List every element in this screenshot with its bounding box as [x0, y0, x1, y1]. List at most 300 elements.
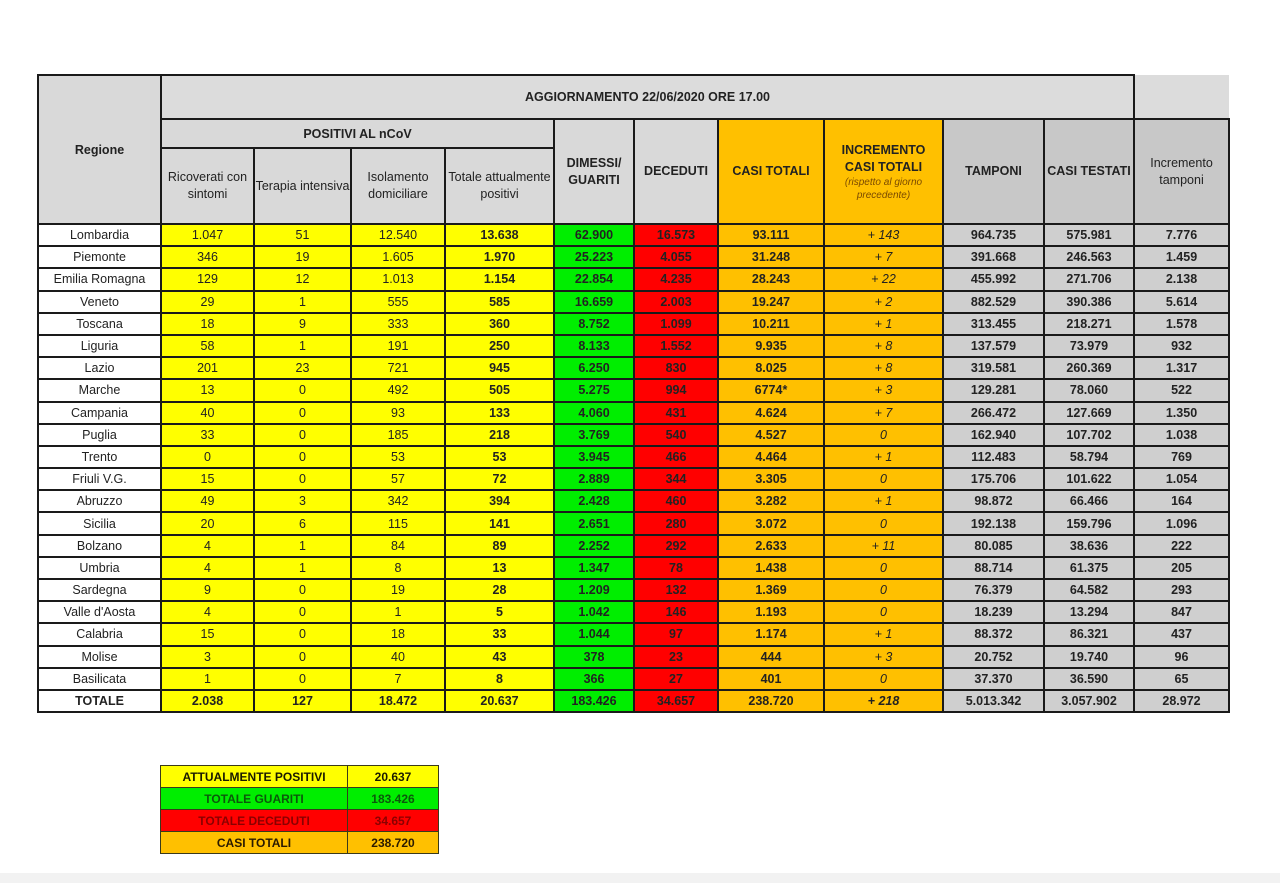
casi-totali-cell: 10.211	[718, 313, 824, 335]
incremento-tamponi-cell: 5.614	[1134, 291, 1229, 313]
summary-row-casi-totali	[161, 832, 439, 854]
totale-positivi-cell: 585	[445, 291, 554, 313]
casi-totali-cell: 3.072	[718, 512, 824, 534]
totale-positivi-cell: 133	[445, 402, 554, 424]
deceduti-cell: 4.235	[634, 268, 718, 290]
isolamento-cell: 19	[351, 579, 445, 601]
isolamento-cell: 721	[351, 357, 445, 379]
terapia-cell: 0	[254, 646, 351, 668]
casi-totali-cell: 3.305	[718, 468, 824, 490]
incremento-tamponi-cell: 769	[1134, 446, 1229, 468]
header-corner	[1134, 75, 1229, 119]
incremento-cell: + 1	[824, 446, 943, 468]
casi-testati-cell: 127.669	[1044, 402, 1134, 424]
casi-totali-cell: 4.464	[718, 446, 824, 468]
terapia-cell: 3	[254, 490, 351, 512]
casi-totali-cell: 1.174	[718, 623, 824, 645]
casi-testati-cell: 78.060	[1044, 379, 1134, 401]
incremento-tamponi-cell: 1.317	[1134, 357, 1229, 379]
summary-value: 238.720	[348, 832, 439, 854]
region-cell: Calabria	[38, 623, 161, 645]
deceduti-cell: 97	[634, 623, 718, 645]
totale-positivi-cell: 8	[445, 668, 554, 690]
region-cell: Toscana	[38, 313, 161, 335]
region-cell: Lombardia	[38, 224, 161, 246]
incremento-tamponi-cell: 522	[1134, 379, 1229, 401]
table-row	[38, 623, 1229, 645]
tamponi-cell: 175.706	[943, 468, 1044, 490]
isolamento-cell: 8	[351, 557, 445, 579]
terapia-cell: 1	[254, 291, 351, 313]
region-cell: Liguria	[38, 335, 161, 357]
tamponi-cell: 391.668	[943, 246, 1044, 268]
isolamento-cell: 18.472	[351, 690, 445, 712]
deceduti-cell: 4.055	[634, 246, 718, 268]
terapia-cell: 0	[254, 446, 351, 468]
totale-positivi-cell: 13.638	[445, 224, 554, 246]
totale-positivi-cell: 89	[445, 535, 554, 557]
dimessi-cell: 62.900	[554, 224, 634, 246]
tamponi-cell: 80.085	[943, 535, 1044, 557]
isolamento-cell: 7	[351, 668, 445, 690]
incremento-cell: + 22	[824, 268, 943, 290]
incremento-tamponi-cell: 1.096	[1134, 512, 1229, 534]
ricoverati-cell: 40	[161, 402, 254, 424]
totale-positivi-cell: 72	[445, 468, 554, 490]
dimessi-cell: 2.651	[554, 512, 634, 534]
tamponi-cell: 319.581	[943, 357, 1044, 379]
incremento-cell: + 11	[824, 535, 943, 557]
deceduti-cell: 34.657	[634, 690, 718, 712]
incremento-tamponi-cell: 222	[1134, 535, 1229, 557]
totale-positivi-cell: 13	[445, 557, 554, 579]
table-row	[38, 468, 1229, 490]
terapia-cell: 1	[254, 535, 351, 557]
terapia-cell: 0	[254, 601, 351, 623]
casi-totali-cell: 4.624	[718, 402, 824, 424]
deceduti-cell: 466	[634, 446, 718, 468]
table-row	[38, 224, 1229, 246]
dimessi-cell: 2.889	[554, 468, 634, 490]
deceduti-cell: 146	[634, 601, 718, 623]
incremento-header-note: (rispetto al giorno precedente)	[844, 176, 923, 201]
table-row	[38, 579, 1229, 601]
deceduti-cell: 280	[634, 512, 718, 534]
incremento-cell: + 1	[824, 623, 943, 645]
casi-testati-cell: 38.636	[1044, 535, 1134, 557]
region-cell: Sardegna	[38, 579, 161, 601]
dimessi-cell: 8.752	[554, 313, 634, 335]
dimessi-cell: 6.250	[554, 357, 634, 379]
terapia-cell: 0	[254, 623, 351, 645]
table-row	[38, 379, 1229, 401]
totale-positivi-cell: 20.637	[445, 690, 554, 712]
incremento-tamponi-cell: 205	[1134, 557, 1229, 579]
casi-totali-cell: 444	[718, 646, 824, 668]
dimessi-cell: 22.854	[554, 268, 634, 290]
terapia-cell: 6	[254, 512, 351, 534]
isolamento-cell: 555	[351, 291, 445, 313]
deceduti-cell: 27	[634, 668, 718, 690]
totale-positivi-header: Totale attualmente positivi	[445, 148, 554, 224]
ricoverati-cell: 201	[161, 357, 254, 379]
terapia-cell: 12	[254, 268, 351, 290]
summary-label: ATTUALMENTE POSITIVI	[161, 766, 348, 788]
dimessi-cell: 3.945	[554, 446, 634, 468]
tamponi-cell: 88.372	[943, 623, 1044, 645]
tamponi-cell: 5.013.342	[943, 690, 1044, 712]
dimessi-cell: 8.133	[554, 335, 634, 357]
summary-label: TOTALE DECEDUTI	[161, 810, 348, 832]
deceduti-cell: 132	[634, 579, 718, 601]
summary-value: 20.637	[348, 766, 439, 788]
incremento-cell: 0	[824, 468, 943, 490]
incremento-header-label: INCREMENTO CASI TOTALI	[841, 142, 926, 174]
casi-testati-cell: 58.794	[1044, 446, 1134, 468]
terapia-cell: 0	[254, 424, 351, 446]
incremento-cell: 0	[824, 579, 943, 601]
ricoverati-cell: 15	[161, 623, 254, 645]
deceduti-cell: 78	[634, 557, 718, 579]
totale-positivi-cell: 1.970	[445, 246, 554, 268]
incremento-tamponi-cell: 7.776	[1134, 224, 1229, 246]
deceduti-cell: 23	[634, 646, 718, 668]
region-cell: Basilicata	[38, 668, 161, 690]
isolamento-cell: 12.540	[351, 224, 445, 246]
dimessi-cell: 1.209	[554, 579, 634, 601]
dimessi-cell: 2.428	[554, 490, 634, 512]
dimessi-cell: 183.426	[554, 690, 634, 712]
casi-testati-cell: 64.582	[1044, 579, 1134, 601]
casi-testati-cell: 36.590	[1044, 668, 1134, 690]
region-cell: Piemonte	[38, 246, 161, 268]
dimessi-cell: 1.347	[554, 557, 634, 579]
totale-positivi-cell: 945	[445, 357, 554, 379]
region-cell: Molise	[38, 646, 161, 668]
casi-testati-cell: 260.369	[1044, 357, 1134, 379]
casi-totali-header: CASI TOTALI	[718, 119, 824, 224]
ricoverati-cell: 13	[161, 379, 254, 401]
incremento-cell: 0	[824, 424, 943, 446]
summary-value: 34.657	[348, 810, 439, 832]
isolamento-cell: 93	[351, 402, 445, 424]
isolamento-cell: 40	[351, 646, 445, 668]
totale-positivi-cell: 53	[445, 446, 554, 468]
incremento-cell: + 3	[824, 646, 943, 668]
report-title: AGGIORNAMENTO 22/06/2020 ORE 17.00	[161, 75, 1134, 119]
tamponi-cell: 37.370	[943, 668, 1044, 690]
casi-testati-cell: 575.981	[1044, 224, 1134, 246]
table-body	[38, 224, 1229, 712]
casi-totali-cell: 1.438	[718, 557, 824, 579]
region-cell: TOTALE	[38, 690, 161, 712]
casi-testati-cell: 218.271	[1044, 313, 1134, 335]
table-row	[38, 335, 1229, 357]
table-row	[38, 402, 1229, 424]
table-total-row	[38, 690, 1229, 712]
incremento-cell: 0	[824, 601, 943, 623]
deceduti-cell: 292	[634, 535, 718, 557]
region-cell: Veneto	[38, 291, 161, 313]
terapia-cell: 1	[254, 335, 351, 357]
tamponi-cell: 129.281	[943, 379, 1044, 401]
table-row	[38, 357, 1229, 379]
page-bottom-edge	[0, 873, 1280, 883]
dimessi-cell: 5.275	[554, 379, 634, 401]
tamponi-cell: 88.714	[943, 557, 1044, 579]
isolamento-header: Isolamento domiciliare	[351, 148, 445, 224]
terapia-cell: 0	[254, 668, 351, 690]
isolamento-cell: 342	[351, 490, 445, 512]
ricoverati-cell: 1	[161, 668, 254, 690]
casi-testati-cell: 61.375	[1044, 557, 1134, 579]
deceduti-header: DECEDUTI	[634, 119, 718, 224]
table-row	[38, 646, 1229, 668]
covid-region-table	[37, 74, 1230, 713]
tamponi-cell: 18.239	[943, 601, 1044, 623]
tamponi-cell: 112.483	[943, 446, 1044, 468]
region-cell: Lazio	[38, 357, 161, 379]
dimessi-cell: 366	[554, 668, 634, 690]
incremento-cell: + 1	[824, 490, 943, 512]
table-row	[38, 268, 1229, 290]
isolamento-cell: 18	[351, 623, 445, 645]
casi-testati-cell: 19.740	[1044, 646, 1134, 668]
incremento-cell: + 143	[824, 224, 943, 246]
casi-totali-cell: 3.282	[718, 490, 824, 512]
deceduti-cell: 16.573	[634, 224, 718, 246]
isolamento-cell: 115	[351, 512, 445, 534]
tamponi-cell: 137.579	[943, 335, 1044, 357]
ricoverati-cell: 9	[161, 579, 254, 601]
dimessi-cell: 378	[554, 646, 634, 668]
region-cell: Trento	[38, 446, 161, 468]
tamponi-cell: 162.940	[943, 424, 1044, 446]
ricoverati-cell: 3	[161, 646, 254, 668]
tamponi-cell: 20.752	[943, 646, 1044, 668]
dimessi-cell: 16.659	[554, 291, 634, 313]
totale-positivi-cell: 360	[445, 313, 554, 335]
casi-totali-cell: 1.193	[718, 601, 824, 623]
positivi-group-header: POSITIVI AL nCoV	[161, 119, 554, 148]
casi-testati-cell: 159.796	[1044, 512, 1134, 534]
totale-positivi-cell: 28	[445, 579, 554, 601]
table-row	[38, 313, 1229, 335]
isolamento-cell: 1.013	[351, 268, 445, 290]
region-cell: Valle d'Aosta	[38, 601, 161, 623]
dimessi-header: DIMESSI/ GUARITI	[554, 119, 634, 224]
totale-positivi-cell: 1.154	[445, 268, 554, 290]
dimessi-cell: 3.769	[554, 424, 634, 446]
tamponi-cell: 266.472	[943, 402, 1044, 424]
casi-testati-cell: 13.294	[1044, 601, 1134, 623]
totale-positivi-cell: 394	[445, 490, 554, 512]
ricoverati-cell: 2.038	[161, 690, 254, 712]
ricoverati-cell: 20	[161, 512, 254, 534]
ricoverati-cell: 346	[161, 246, 254, 268]
dimessi-cell: 4.060	[554, 402, 634, 424]
casi-totali-cell: 2.633	[718, 535, 824, 557]
terapia-cell: 51	[254, 224, 351, 246]
table-row	[38, 246, 1229, 268]
incremento-cell: 0	[824, 557, 943, 579]
summary-row-positivi	[161, 766, 439, 788]
terapia-header: Terapia intensiva	[254, 148, 351, 224]
region-cell: Emilia Romagna	[38, 268, 161, 290]
region-cell: Sicilia	[38, 512, 161, 534]
terapia-cell: 127	[254, 690, 351, 712]
isolamento-cell: 57	[351, 468, 445, 490]
table-row	[38, 601, 1229, 623]
incremento-cell: + 218	[824, 690, 943, 712]
casi-totali-cell: 6774*	[718, 379, 824, 401]
region-cell: Abruzzo	[38, 490, 161, 512]
incremento-cell: + 7	[824, 402, 943, 424]
incremento-header	[824, 119, 943, 224]
tamponi-cell: 455.992	[943, 268, 1044, 290]
casi-testati-cell: 271.706	[1044, 268, 1134, 290]
table-row	[38, 557, 1229, 579]
dimessi-cell: 1.042	[554, 601, 634, 623]
ricoverati-cell: 58	[161, 335, 254, 357]
tamponi-cell: 313.455	[943, 313, 1044, 335]
ricoverati-cell: 4	[161, 535, 254, 557]
casi-totali-cell: 1.369	[718, 579, 824, 601]
terapia-cell: 23	[254, 357, 351, 379]
ricoverati-header: Ricoverati con sintomi	[161, 148, 254, 224]
deceduti-cell: 2.003	[634, 291, 718, 313]
casi-totali-cell: 401	[718, 668, 824, 690]
casi-testati-cell: 107.702	[1044, 424, 1134, 446]
casi-totali-cell: 8.025	[718, 357, 824, 379]
incremento-tamponi-cell: 437	[1134, 623, 1229, 645]
region-cell: Bolzano	[38, 535, 161, 557]
region-cell: Campania	[38, 402, 161, 424]
deceduti-cell: 431	[634, 402, 718, 424]
incremento-cell: 0	[824, 512, 943, 534]
casi-testati-cell: 86.321	[1044, 623, 1134, 645]
region-cell: Friuli V.G.	[38, 468, 161, 490]
table-row	[38, 490, 1229, 512]
incremento-tamponi-cell: 1.578	[1134, 313, 1229, 335]
incremento-tamponi-cell: 164	[1134, 490, 1229, 512]
ricoverati-cell: 4	[161, 557, 254, 579]
incremento-tamponi-cell: 1.459	[1134, 246, 1229, 268]
summary-row-deceduti	[161, 810, 439, 832]
casi-testati-cell: 66.466	[1044, 490, 1134, 512]
ricoverati-cell: 49	[161, 490, 254, 512]
incremento-cell: + 8	[824, 335, 943, 357]
summary-row-guariti	[161, 788, 439, 810]
table-row	[38, 535, 1229, 557]
deceduti-cell: 460	[634, 490, 718, 512]
terapia-cell: 0	[254, 579, 351, 601]
totale-positivi-cell: 505	[445, 379, 554, 401]
casi-testati-cell: 101.622	[1044, 468, 1134, 490]
terapia-cell: 9	[254, 313, 351, 335]
incremento-cell: + 3	[824, 379, 943, 401]
ricoverati-cell: 1.047	[161, 224, 254, 246]
incremento-tamponi-cell: 293	[1134, 579, 1229, 601]
ricoverati-cell: 0	[161, 446, 254, 468]
totale-positivi-cell: 33	[445, 623, 554, 645]
incremento-tamponi-cell: 1.054	[1134, 468, 1229, 490]
region-column-header: Regione	[38, 75, 161, 224]
casi-testati-cell: 3.057.902	[1044, 690, 1134, 712]
incremento-cell: + 1	[824, 313, 943, 335]
totale-positivi-cell: 5	[445, 601, 554, 623]
ricoverati-cell: 4	[161, 601, 254, 623]
isolamento-cell: 185	[351, 424, 445, 446]
deceduti-cell: 344	[634, 468, 718, 490]
isolamento-cell: 492	[351, 379, 445, 401]
incremento-tamponi-cell: 1.350	[1134, 402, 1229, 424]
region-cell: Marche	[38, 379, 161, 401]
casi-totali-cell: 4.527	[718, 424, 824, 446]
casi-totali-cell: 19.247	[718, 291, 824, 313]
incremento-cell: 0	[824, 668, 943, 690]
isolamento-cell: 1	[351, 601, 445, 623]
casi-testati-cell: 246.563	[1044, 246, 1134, 268]
totale-positivi-cell: 43	[445, 646, 554, 668]
summary-table	[160, 765, 439, 854]
tamponi-cell: 76.379	[943, 579, 1044, 601]
incremento-cell: + 8	[824, 357, 943, 379]
deceduti-cell: 830	[634, 357, 718, 379]
summary-value: 183.426	[348, 788, 439, 810]
deceduti-cell: 1.099	[634, 313, 718, 335]
incremento-tamponi-cell: 96	[1134, 646, 1229, 668]
incremento-cell: + 2	[824, 291, 943, 313]
casi-totali-cell: 28.243	[718, 268, 824, 290]
casi-totali-cell: 31.248	[718, 246, 824, 268]
deceduti-cell: 994	[634, 379, 718, 401]
deceduti-cell: 1.552	[634, 335, 718, 357]
tamponi-cell: 98.872	[943, 490, 1044, 512]
incremento-tamponi-cell: 847	[1134, 601, 1229, 623]
isolamento-cell: 84	[351, 535, 445, 557]
terapia-cell: 1	[254, 557, 351, 579]
tamponi-cell: 964.735	[943, 224, 1044, 246]
tamponi-cell: 192.138	[943, 512, 1044, 534]
ricoverati-cell: 29	[161, 291, 254, 313]
ricoverati-cell: 33	[161, 424, 254, 446]
table-row	[38, 291, 1229, 313]
ricoverati-cell: 18	[161, 313, 254, 335]
table-row	[38, 668, 1229, 690]
isolamento-cell: 1.605	[351, 246, 445, 268]
incremento-tamponi-cell: 932	[1134, 335, 1229, 357]
incremento-tamponi-cell: 28.972	[1134, 690, 1229, 712]
isolamento-cell: 333	[351, 313, 445, 335]
ricoverati-cell: 15	[161, 468, 254, 490]
dimessi-cell: 1.044	[554, 623, 634, 645]
tamponi-cell: 882.529	[943, 291, 1044, 313]
incremento-tamponi-cell: 2.138	[1134, 268, 1229, 290]
terapia-cell: 0	[254, 379, 351, 401]
totale-positivi-cell: 250	[445, 335, 554, 357]
casi-testati-cell: 73.979	[1044, 335, 1134, 357]
ricoverati-cell: 129	[161, 268, 254, 290]
deceduti-cell: 540	[634, 424, 718, 446]
dimessi-cell: 2.252	[554, 535, 634, 557]
terapia-cell: 0	[254, 402, 351, 424]
casi-totali-cell: 238.720	[718, 690, 824, 712]
incremento-cell: + 7	[824, 246, 943, 268]
isolamento-cell: 191	[351, 335, 445, 357]
casi-testati-header: CASI TESTATI	[1044, 119, 1134, 224]
summary-label: TOTALE GUARITI	[161, 788, 348, 810]
